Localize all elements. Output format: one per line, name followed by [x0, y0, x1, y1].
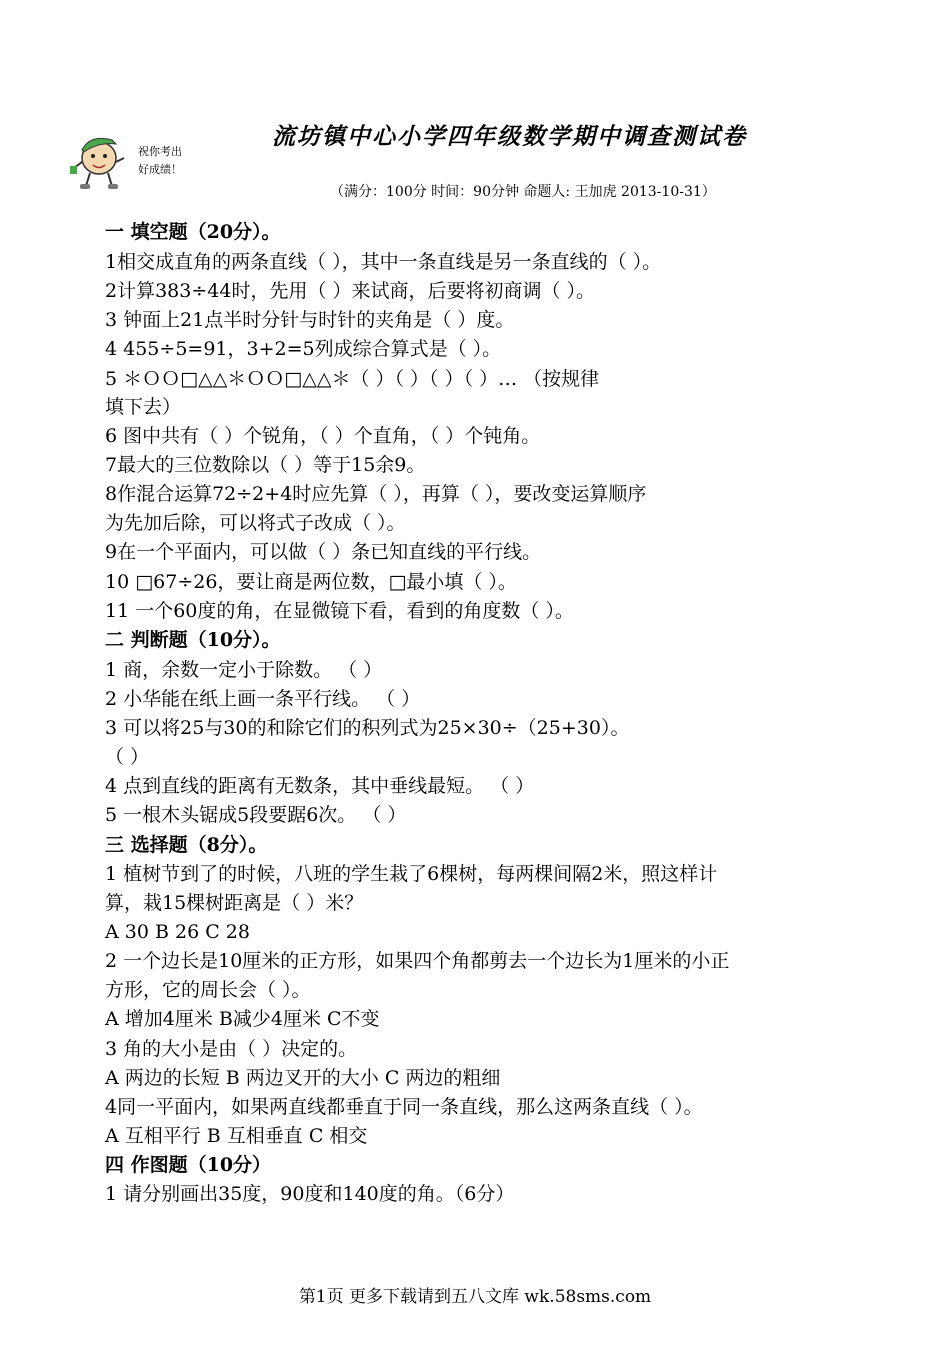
question-line: 2计算383÷44时，先用（ ）来试商，后要将初商调（ ）。	[105, 280, 596, 302]
question-line: 1 商，余数一定小于除数。 （ ）	[105, 659, 383, 681]
question-line: 方形，它的周长会（ ）。	[105, 979, 311, 1001]
question-line: 11 一个60度的角，在显微镜下看，看到的角度数（ ）。	[105, 600, 574, 622]
question-line: 4 455÷5=91，3+2=5列成综合算式是（ ）。	[105, 338, 502, 360]
question-line: （ ）	[105, 746, 150, 768]
section-heading: 二 判断题（10分）。	[105, 629, 281, 651]
question-line: 3 钟面上21点半时分针与时针的夹角是（ ）度。	[105, 309, 515, 331]
wish-text-1: 祝你考出	[138, 145, 182, 158]
exam-subtitle: （满分：100分 时间：90分钟 命题人: 王加虎 2013-10-31）	[330, 184, 716, 200]
question-line: A 互相平行 B 互相垂直 C 相交	[105, 1125, 368, 1147]
section-heading: 一 填空题（20分）。	[105, 221, 281, 243]
cartoon-kid-icon	[68, 128, 130, 192]
section-heading: 三 选择题（8分）。	[105, 834, 268, 856]
question-line: 4同一平面内，如果两直线都垂直于同一条直线，那么这两条直线（ ）。	[105, 1096, 703, 1118]
question-line: 填下去）	[105, 396, 182, 418]
section-heading: 四 作图题（10分）	[105, 1154, 272, 1176]
question-line: 5 一根木头锯成5段要踞6次。 （ ）	[105, 804, 407, 826]
question-line: 3 角的大小是由（ ）决定的。	[105, 1038, 358, 1060]
question-line: 2 小华能在纸上画一条平行线。 （ ）	[105, 688, 421, 710]
question-line: 10 □67÷26，要让商是两位数，□最小填（ ）。	[105, 571, 517, 593]
question-line: 6 图中共有（ ）个锐角，（ ）个直角，（ ）个钝角。	[105, 425, 541, 447]
question-line: A 30 B 26 C 28	[105, 921, 250, 943]
question-line: 1相交成直角的两条直线（ ），其中一条直线是另一条直线的（ ）。	[105, 251, 662, 273]
question-line: A 增加4厘米 B减少4厘米 C不变	[105, 1008, 380, 1030]
question-line: 9在一个平面内，可以做（ ）条已知直线的平行线。	[105, 541, 542, 563]
question-line: 1 植树节到了的时候，八班的学生栽了6棵树，每两棵间隔2米，照这样计	[105, 863, 718, 885]
question-line: 8作混合运算72÷2+4时应先算（ ），再算（ ），要改变运算顺序	[105, 483, 647, 505]
question-line: 为先加后除，可以将式子改成（ ）。	[105, 512, 406, 534]
question-line: 1 请分别画出35度，90度和140度的角。（6分）	[105, 1183, 515, 1205]
question-line: 2 一个边长是10厘米的正方形，如果四个角都剪去一个边长为1厘米的小正	[105, 950, 730, 972]
exam-title: 流坊镇中心小学四年级数学期中调查测试卷	[272, 123, 747, 150]
question-line: 4 点到直线的距离有无数条，其中垂线最短。 （ ）	[105, 775, 535, 797]
question-line: A 两边的长短 B 两边叉开的大小 C 两边的粗细	[105, 1067, 501, 1089]
question-line: 5 ＊ＯＯ□△△＊ＯＯ□△△＊（ ）（ ）（ ）（ ）… （按规律	[105, 368, 600, 390]
question-line: 算，栽15棵树距离是（ ）米？	[105, 892, 364, 914]
page-footer: 第1页 更多下载请到五八文库 wk.58sms.com	[298, 1287, 652, 1307]
question-line: 3 可以将25与30的和除它们的积列式为25×30÷（25+30）。	[105, 717, 630, 739]
wish-text-2: 好成绩！	[138, 163, 182, 176]
question-line: 7最大的三位数除以（ ）等于15余9。	[105, 454, 426, 476]
